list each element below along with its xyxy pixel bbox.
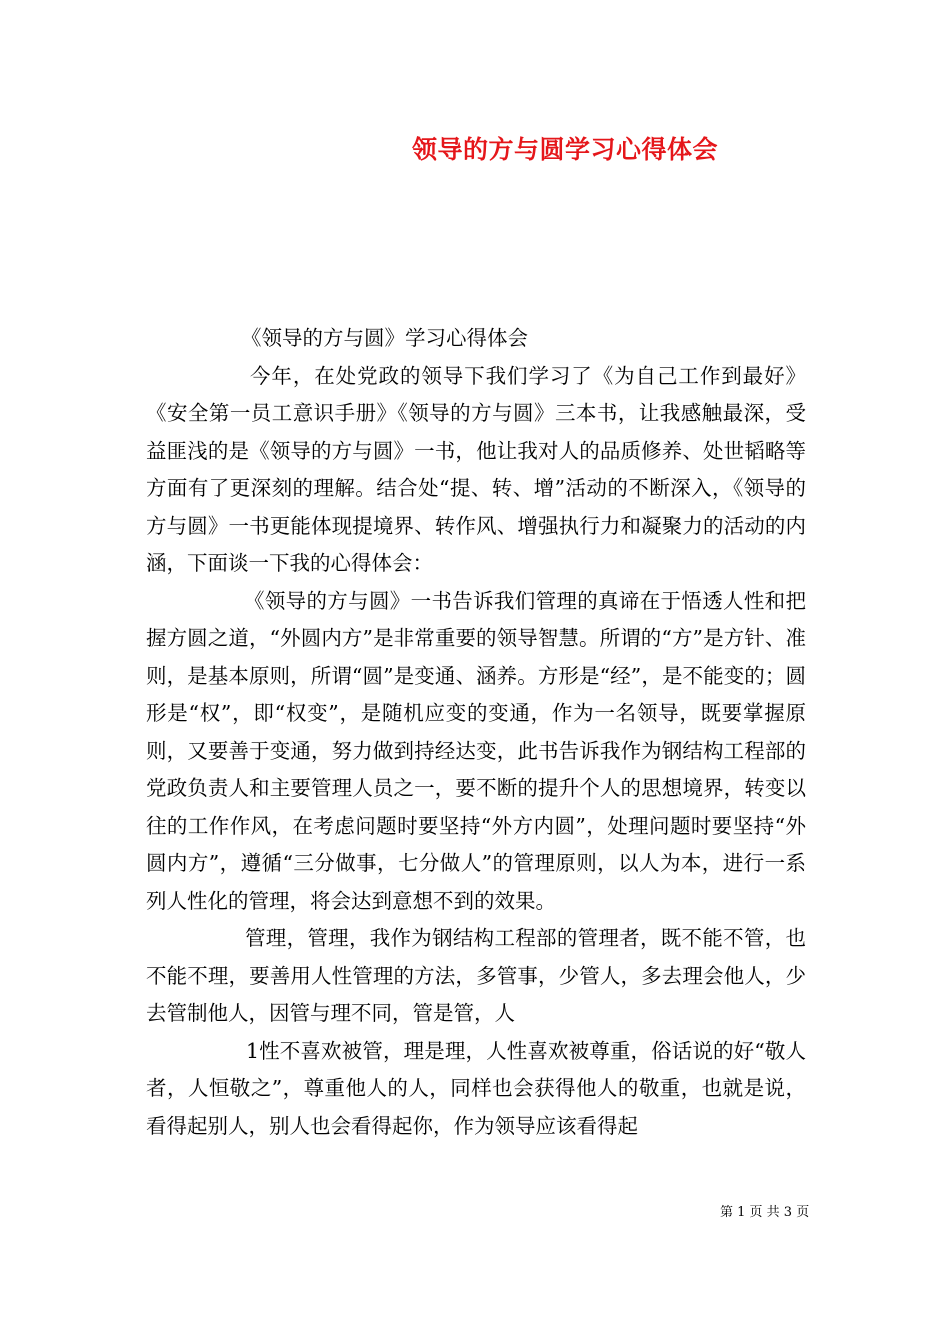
paragraph-3: 管理，管理，我作为钢结构工程部的管理者，既不能不管，也不能不理，要善用人性管理的方法，多管事，少管人，多去理会他人，少去管制他人，因管与理不同，管是管，人 <box>146 926 806 1025</box>
paragraph-1: 今年，在处党政的领导下我们学习了《为自己工作到最好》《安全第一员工意识手册》《领导的方与圆》三本书，让我感触最深，受益匪浅的是《领导的方与圆》一书，他让我对人的品质修养、处世韬略等方面有了更深刻的理解。结合处“提、转、增”活动的不断深入，《领导的方与圆》一书更能体现提境界、转作风、增强执行力和凝聚力的活动的内涵，下面谈一下我的心得体会： <box>146 363 806 575</box>
paragraph-2: 《领导的方与圆》一书告诉我们管理的真谛在于悟透人性和把握方圆之道，“外圆内方”是非常重要的领导智慧。所谓的“方”是方针、准则，是基本原则，所谓“圆”是变通、涵养。方形是“经”，是不能变的；圆形是“权”，即“权变”，是随机应变的变通，作为一名领导，既要掌握原则，又要善于变通，努力做到持经达变，此书告诉我作为钢结构工程部的党政负责人和主要管理人员之一，要不断的提升个人的思想境界，转变以往的工作作风，在考虑问题时要坚持“外方内圆”，处理问题时要坚持“外圆内方”，遵循“三分做事，七分做人”的管理原则，以人为本，进行一系列人性化的管理，将会达到意想不到的效果。 <box>146 588 806 913</box>
page-number-footer: 第 1 页 共 3 页 <box>720 1205 810 1220</box>
paragraph-4: 1性不喜欢被管，理是理，人性喜欢被尊重，俗话说的好“敬人者，人恒敬之”，尊重他人的人，同样也会获得他人的敬重，也就是说，看得起别人，别人也会看得起你，作为领导应该看得起 <box>146 1038 806 1138</box>
document-body <box>146 320 806 1145</box>
document-title: 领导的方与圆学习心得体会 <box>411 135 718 164</box>
document-subtitle: 《领导的方与圆》学习心得体会 <box>241 326 528 350</box>
